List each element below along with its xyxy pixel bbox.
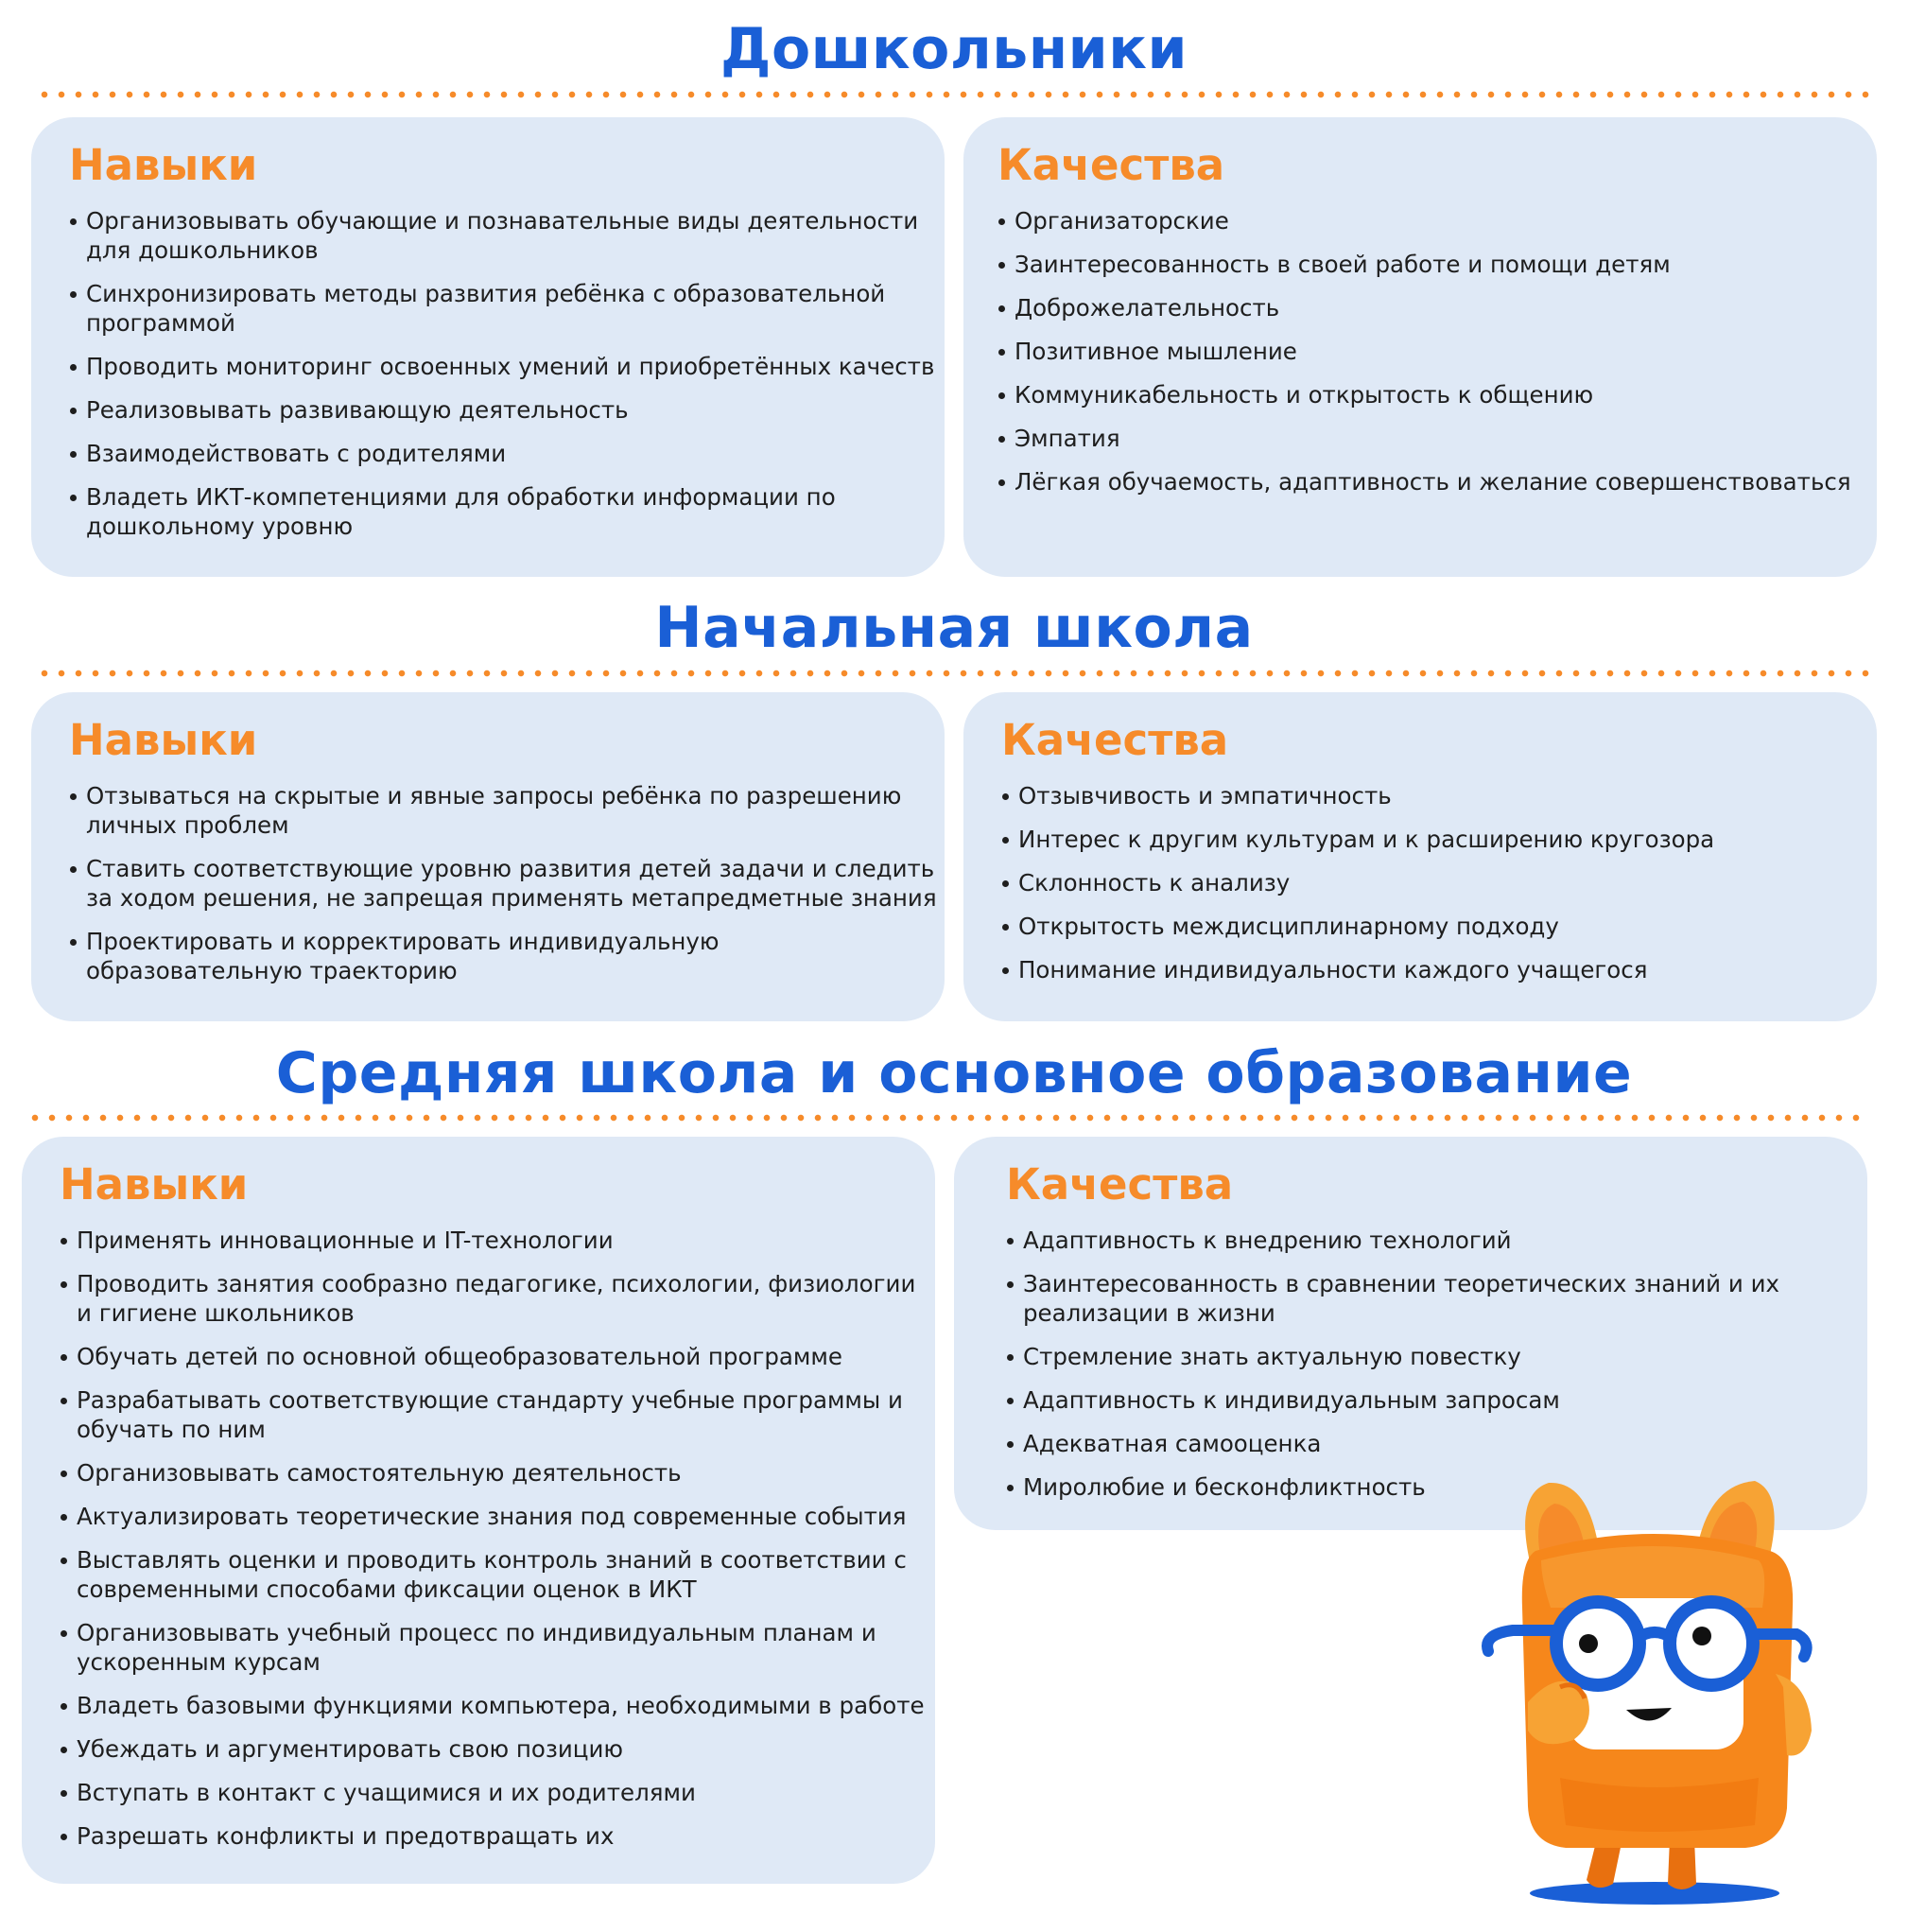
list-item: Применять инновационные и IT-технологии [60, 1226, 929, 1255]
section-divider [26, 1114, 1865, 1122]
list-item: Организовывать самостоятельную деятельность [60, 1458, 929, 1488]
list-item: Владеть ИКТ-компетенциями для обработки информации по дошкольному уровню [69, 482, 939, 541]
card-preschool-skills [31, 117, 945, 577]
list-item: Позитивное мышление [997, 337, 1867, 366]
card-title-skills: Навыки [69, 715, 258, 765]
skills-list [69, 781, 939, 1000]
list-item: Отзываться на скрытые и явные запросы ребёнка по разрешению личных проблем [69, 781, 939, 840]
card-preschool-qualities [963, 117, 1877, 577]
section-divider [36, 670, 1875, 677]
list-item: Проводить мониторинг освоенных умений и приобретённых качеств [69, 352, 939, 381]
list-item: Вступать в контакт с учащимися и их родителями [60, 1778, 929, 1807]
list-item: Отзывчивость и эмпатичность [1001, 781, 1871, 810]
list-item: Организовывать обучающие и познавательные виды деятельности для дошкольников [69, 206, 939, 265]
skills-list [60, 1226, 929, 1865]
list-item: Синхронизировать методы развития ребёнка с образовательной программой [69, 279, 939, 338]
skills-list [69, 206, 939, 555]
list-item: Организовывать учебный процесс по индивидуальным планам и ускоренным курсам [60, 1618, 929, 1677]
list-item: Владеть базовыми функциями компьютера, необходимыми в работе [60, 1691, 929, 1720]
list-item: Лёгкая обучаемость, адаптивность и желание совершенствоваться [997, 467, 1867, 496]
list-item: Склонность к анализу [1001, 868, 1871, 897]
card-title-skills: Навыки [69, 140, 258, 190]
section-title-preschool: Дошкольники [720, 16, 1188, 82]
list-item: Доброжелательность [997, 293, 1867, 322]
list-item: Актуализировать теоретические знания под современные события [60, 1502, 929, 1531]
qualities-list [1001, 781, 1871, 999]
list-item: Убеждать и аргументировать свою позицию [60, 1734, 929, 1764]
card-primary-skills [31, 692, 945, 1021]
card-primary-qualities [963, 692, 1877, 1021]
list-item: Стремление знать актуальную повестку [1006, 1342, 1857, 1371]
list-item: Адекватная самооценка [1006, 1429, 1857, 1458]
list-item: Проектировать и корректировать индивидуальную образовательную траекторию [69, 927, 939, 985]
card-title-qualities: Качества [997, 140, 1225, 190]
section-divider [36, 91, 1875, 98]
backpack-mascot-with-glasses-icon [1475, 1456, 1834, 1920]
list-item: Организаторские [997, 206, 1867, 235]
list-item: Выставлять оценки и проводить контроль знаний в соответствии с современными способами фиксации оценок в ИКТ [60, 1545, 929, 1604]
list-item: Разрабатывать соответствующие стандарту учебные программы и обучать по ним [60, 1385, 929, 1444]
list-item: Взаимодействовать с родителями [69, 439, 939, 468]
list-item: Проводить занятия сообразно педагогике, психологии, физиологии и гигиене школьников [60, 1269, 929, 1328]
section-title-primary: Начальная школа [654, 595, 1254, 661]
list-item: Ставить соответствующие уровню развития детей задачи и следить за ходом решения, не запрещая применять метапредметные знания [69, 854, 939, 913]
list-item: Интерес к другим культурам и к расширению кругозора [1001, 825, 1871, 854]
card-secondary-skills [22, 1137, 935, 1884]
list-item: Эмпатия [997, 424, 1867, 453]
list-item: Коммуникабельность и открытость к общению [997, 380, 1867, 409]
list-item: Заинтересованность в своей работе и помощи детям [997, 250, 1867, 279]
card-title-skills: Навыки [60, 1159, 249, 1210]
list-item: Обучать детей по основной общеобразовательной программе [60, 1342, 929, 1371]
list-item: Понимание индивидуальности каждого учащегося [1001, 955, 1871, 984]
list-item: Адаптивность к индивидуальным запросам [1006, 1385, 1857, 1415]
list-item: Миролюбие и бесконфликтность [1006, 1472, 1857, 1502]
list-item: Реализовывать развивающую деятельность [69, 395, 939, 425]
section-title-secondary: Средняя школа и основное образование [275, 1040, 1633, 1106]
list-item: Открытость междисциплинарному подходу [1001, 912, 1871, 941]
list-item: Разрешать конфликты и предотвращать их [60, 1821, 929, 1851]
list-item: Заинтересованность в сравнении теоретических знаний и их реализации в жизни [1006, 1269, 1857, 1328]
qualities-list [997, 206, 1867, 511]
list-item: Адаптивность к внедрению технологий [1006, 1226, 1857, 1255]
card-title-qualities: Качества [1001, 715, 1229, 765]
card-title-qualities: Качества [1006, 1159, 1234, 1210]
